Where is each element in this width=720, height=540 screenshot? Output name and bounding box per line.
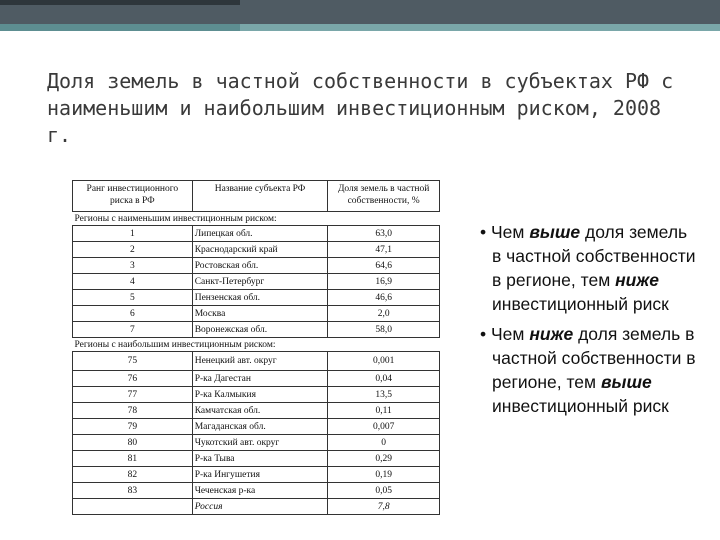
table-row <box>73 306 440 322</box>
table-row <box>73 371 440 387</box>
rank-cell: 82 <box>73 467 193 483</box>
share-cell: 58,0 <box>328 322 440 338</box>
accent-decor-bar <box>0 24 720 31</box>
rank-cell: 1 <box>73 226 193 242</box>
region-cell: Липецкая обл. <box>192 226 328 242</box>
table-total-row <box>73 499 440 515</box>
bullet-mark: • <box>480 324 487 344</box>
table-row <box>73 242 440 258</box>
rank-cell: 2 <box>73 242 193 258</box>
region-cell: Ростовская обл. <box>192 258 328 274</box>
table-row <box>73 483 440 499</box>
region-cell: Ненецкий авт. округ <box>192 352 328 371</box>
bullet-emphasis: выше <box>600 372 652 392</box>
share-cell: 0,05 <box>328 483 440 499</box>
rank-cell: 79 <box>73 419 193 435</box>
rank-cell: 4 <box>73 274 193 290</box>
top-decor-stripe <box>0 0 240 5</box>
share-cell: 13,5 <box>328 387 440 403</box>
bullet-text: инвестиционный риск <box>492 396 669 416</box>
region-cell: Р-ка Дагестан <box>192 371 328 387</box>
table-row <box>73 274 440 290</box>
accent-decor-segment <box>0 24 240 31</box>
rank-cell: 75 <box>73 352 193 371</box>
share-cell: 0,007 <box>328 419 440 435</box>
region-cell: Камчатская обл. <box>192 403 328 419</box>
share-cell: 47,1 <box>328 242 440 258</box>
table-row <box>73 451 440 467</box>
share-cell: 0,04 <box>328 371 440 387</box>
bullet-text: доля земель в частной собственности в регионе, тем <box>492 324 696 392</box>
rank-cell: 5 <box>73 290 193 306</box>
region-cell: Магаданская обл. <box>192 419 328 435</box>
bullet-emphasis: ниже <box>615 270 659 290</box>
table-row <box>73 226 440 242</box>
total-rank-cell <box>73 499 193 515</box>
bullet-text: Чем <box>491 222 530 242</box>
table-row <box>73 467 440 483</box>
share-cell: 0,19 <box>328 467 440 483</box>
region-cell: Чеченская р-ка <box>192 483 328 499</box>
rank-cell: 80 <box>73 435 193 451</box>
share-cell: 0,001 <box>328 352 440 371</box>
total-share-cell: 7,8 <box>328 499 440 515</box>
table-row <box>73 290 440 306</box>
share-cell: 0 <box>328 435 440 451</box>
table-row <box>73 258 440 274</box>
region-cell: Р-ка Калмыкия <box>192 387 328 403</box>
rank-cell: 83 <box>73 483 193 499</box>
table-header-row <box>73 181 440 212</box>
table-row <box>73 403 440 419</box>
top-decor-bar <box>0 0 720 24</box>
rank-cell: 78 <box>73 403 193 419</box>
share-cell: 16,9 <box>328 274 440 290</box>
bullet-list <box>480 220 700 424</box>
bullet-mark: • <box>480 222 487 242</box>
rank-cell: 76 <box>73 371 193 387</box>
region-cell: Санкт-Петербург <box>192 274 328 290</box>
region-cell: Р-ка Ингушетия <box>192 467 328 483</box>
table-row <box>73 352 440 371</box>
table-row <box>73 435 440 451</box>
bullet-text: инвестиционный риск <box>492 294 669 314</box>
slide-title: Доля земель в частной собственности в субъектах РФ с наименьшим и наибольшим инвестиционным риском, 2008 г. <box>47 69 674 147</box>
bullet-text: доля земель в частной собственности в регионе, тем <box>492 222 696 290</box>
section-high-label: Регионы с наибольшим инвестиционным риском: <box>74 339 276 350</box>
rank-cell: 81 <box>73 451 193 467</box>
share-cell: 46,6 <box>328 290 440 306</box>
total-region-cell: Россия <box>192 499 328 515</box>
table-row <box>73 387 440 403</box>
rank-cell: 7 <box>73 322 193 338</box>
region-cell: Воронежская обл. <box>192 322 328 338</box>
region-cell: Пензенская обл. <box>192 290 328 306</box>
share-cell: 63,0 <box>328 226 440 242</box>
table-row <box>73 419 440 435</box>
table-row <box>73 322 440 338</box>
rank-cell: 3 <box>73 258 193 274</box>
risk-table <box>72 180 440 515</box>
header-region: Название субъекта РФ <box>192 181 328 212</box>
rank-cell: 77 <box>73 387 193 403</box>
bullet-emphasis: ниже <box>529 324 574 344</box>
share-cell: 64,6 <box>328 258 440 274</box>
region-cell: Краснодарский край <box>192 242 328 258</box>
share-cell: 2,0 <box>328 306 440 322</box>
region-cell: Чукотский авт. округ <box>192 435 328 451</box>
bullet-emphasis: выше <box>529 222 581 242</box>
share-cell: 0,29 <box>328 451 440 467</box>
bullet-text: Чем <box>491 324 530 344</box>
share-cell: 0,11 <box>328 403 440 419</box>
bullet-item <box>480 220 700 316</box>
rank-cell: 6 <box>73 306 193 322</box>
header-rank: Ранг инвестиционного риска в РФ <box>73 181 193 212</box>
region-cell: Р-ка Тыва <box>192 451 328 467</box>
region-cell: Москва <box>192 306 328 322</box>
bullet-item <box>480 322 700 418</box>
header-share: Доля земель в частной собственности, % <box>328 181 440 212</box>
section-low-label: Регионы с наименьшим инвестиционным риском: <box>74 213 277 224</box>
